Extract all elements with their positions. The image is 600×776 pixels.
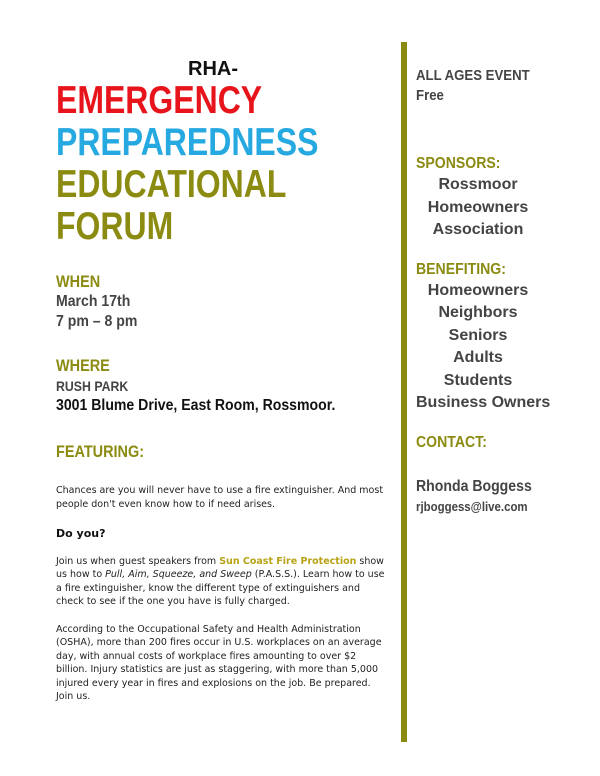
title-line-forum: FORUM (56, 205, 174, 248)
osha-paragraph: According to the Occupational Safety and Health Administration (OSHA), more than 200 fires occur in U.S. workplaces on an average day, with annual costs of workplace fires amounting to over $2 billion. Injury statistics are just as staggering, with more than 5,000 injured every year in fires and explosions on the job. Be prepared. Join us. (56, 623, 382, 702)
benefiting-item: Students (443, 371, 513, 389)
event-price: Free (416, 87, 444, 104)
benefiting-item: Seniors (448, 326, 508, 344)
sponsors-label: SPONSORS: (416, 155, 501, 172)
title-prefix: RHA- (188, 58, 238, 80)
event-date: March 17th (56, 293, 131, 310)
main-column (56, 58, 386, 704)
benefiting-item: Homeowners (427, 281, 529, 299)
contact-name: Rhonda Boggess (416, 477, 532, 495)
event-type: ALL AGES EVENT (416, 67, 530, 84)
sponsors-list (416, 174, 540, 242)
sponsor-item: Rossmoor (438, 176, 518, 193)
venue-address: 3001 Blume Drive, East Room, Rossmoor. (56, 397, 336, 414)
sponsor-item: Association (432, 221, 524, 238)
contact-label: CONTACT: (416, 433, 487, 451)
sponsor-item: Homeowners (427, 198, 529, 216)
benefiting-item: Neighbors (438, 304, 518, 321)
question-text: Do you? (56, 527, 106, 540)
when-label: WHEN (56, 272, 101, 291)
benefiting-item: Adults (453, 349, 503, 366)
where-label: WHERE (56, 356, 110, 375)
sidebar (416, 66, 586, 517)
benefiting-label: BENEFITING: (416, 260, 506, 278)
benefiting-item: Business Owners (416, 394, 551, 411)
event-time: 7 pm – 8 pm (56, 313, 138, 330)
sponsor-highlight: Sun Coast Fire Protection (219, 555, 357, 567)
vertical-divider (401, 42, 407, 742)
benefiting-list (416, 280, 551, 415)
title-line-emergency: EMERGENCY (56, 79, 263, 122)
title-line-educational: EDUCATIONAL (56, 163, 287, 206)
contact-email[interactable]: rjboggess@live.com (416, 498, 528, 514)
guest-speakers-paragraph: Join us when guest speakers from Sun Coast Fire Protection show us how to Pull, Aim, Squeeze, and Sweep (P.A.S.S.). Learn how to use a fire extinguisher, know the different type of extinguishers and check to see if the one you have is fully charged. (56, 555, 385, 607)
intro-paragraph: Chances are you will never have to use a fire extinguisher. And most people don't even know how to if need arises. (56, 485, 384, 510)
venue-name: RUSH PARK (56, 378, 129, 394)
featuring-label: FEATURING: (56, 442, 145, 461)
title-line-preparedness: PREPAREDNESS (56, 121, 319, 164)
pass-method: Pull, Aim, Squeeze, and Sweep (105, 569, 252, 580)
